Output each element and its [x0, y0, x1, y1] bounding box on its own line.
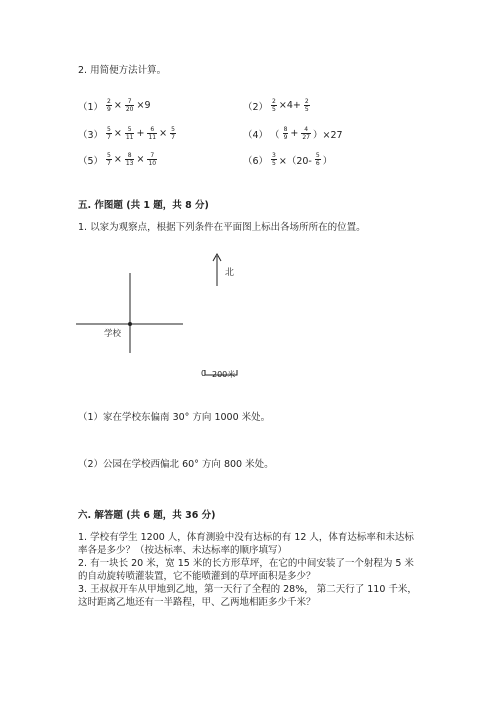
school-point: [128, 322, 132, 326]
operator-text: ×（20-: [278, 155, 312, 167]
map-diagram: [0, 250, 500, 390]
problem-label: （3）: [78, 129, 104, 141]
problem-1: [78, 98, 153, 113]
fraction: $\frac{4}{27}$: [302, 126, 310, 141]
operator-text: ）×27: [313, 129, 343, 141]
fraction: $\frac{5}{6}$: [315, 152, 320, 167]
fraction: $\frac{5}{7}$: [107, 152, 111, 167]
operator-text: +: [136, 128, 145, 139]
fraction: $\frac{2}{5}$: [304, 98, 309, 113]
north-label: 北: [225, 268, 235, 278]
fraction: $\frac{7}{20}$: [125, 98, 134, 113]
problem-label: （5）: [78, 155, 104, 167]
fraction: $\frac{3}{5}$: [272, 152, 276, 167]
operator-text: +: [290, 128, 299, 139]
section-5-item-2: （2）公园在学校西偏北 60° 方向 800 米处。: [78, 459, 274, 470]
scale-zero-label: 0: [201, 369, 207, 378]
problem-label: （1）: [78, 101, 104, 113]
problem-5: [78, 152, 159, 167]
fraction: $\frac{8}{9}$: [283, 126, 288, 141]
fraction: $\frac{5}{7}$: [171, 126, 175, 141]
fraction: $\frac{8}{13}$: [125, 152, 134, 167]
operator-text: ×: [113, 128, 122, 139]
operator-text: （: [270, 129, 280, 141]
problem-label: （4）: [243, 129, 269, 141]
fraction: $\frac{5}{11}$: [125, 126, 134, 141]
section-6-line-1: 1. 学校有学生 1200 人，体育测验中没有达标的有 12 人，体育达标率和未达标: [78, 532, 414, 543]
section-5-question: 1. 以家为观察点，根据下列条件在平面图上标出各场所所在的位置。: [78, 222, 366, 233]
operator-text: ×: [159, 128, 168, 139]
section-6-line-5: 3. 王叔叔开车从甲地到乙地，第一天行了全程的 28%， 第二天行了 110 千米，: [78, 584, 417, 595]
fraction: $\frac{7}{10}$: [148, 152, 157, 167]
section-6-line-6: 这时距离乙地还有一半路程，甲、乙两地相距多少千米？: [78, 597, 316, 608]
problem-3: [78, 126, 178, 141]
operator-text: ×: [113, 154, 122, 165]
operator-text: ）: [322, 155, 333, 167]
problem-6: [243, 152, 334, 167]
section-6-line-2: 率各是多少？（按达标率、未达标率的顺序填写）: [78, 545, 288, 556]
section-6-line-3: 2. 有一块长 20 米，宽 15 米的长方形草坪，在它的中间安装了一个射程为 5 米: [78, 558, 414, 569]
section-5-heading: 五. 作图题 (共 1 题，共 8 分): [78, 200, 209, 211]
section-2-title: 2. 用简便方法计算。: [78, 65, 167, 76]
fraction: $\frac{2}{5}$: [272, 98, 276, 113]
section-6-line-4: 的自动旋转喷灌装置，它不能喷灌到的草坪面积是多少？: [78, 571, 316, 582]
problem-4: [243, 126, 345, 141]
section-6-heading: 六. 解答题 (共 6 题，共 36 分): [78, 510, 216, 521]
problem-2: [243, 98, 312, 113]
operator-text: ×9: [136, 100, 151, 111]
operator-text: ×: [136, 154, 145, 165]
fraction: $\frac{6}{11}$: [148, 126, 157, 141]
problem-label: （6）: [243, 155, 269, 167]
fraction: $\frac{2}{9}$: [107, 98, 111, 113]
scale-label: 200米: [212, 370, 236, 379]
fraction: $\frac{5}{7}$: [107, 126, 111, 141]
problem-label: （2）: [243, 101, 269, 113]
section-5-item-1: （1）家在学校东偏南 30° 方向 1000 米处。: [78, 412, 271, 423]
operator-text: ×4+: [278, 100, 301, 111]
operator-text: ×: [113, 100, 122, 111]
school-label: 学校: [104, 329, 122, 339]
